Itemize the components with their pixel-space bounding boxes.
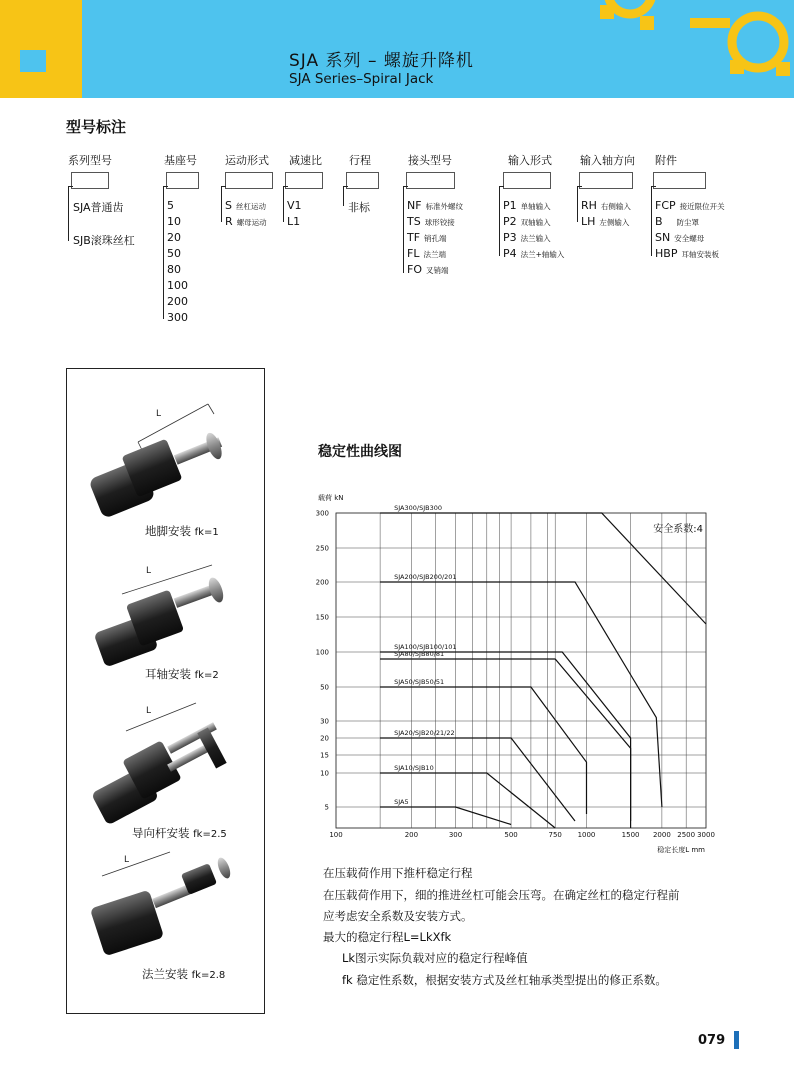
option-motion-r: R 螺母运动 — [225, 215, 267, 228]
option-input-p4: P4 法兰+轴输入 — [503, 247, 565, 260]
series-label: SJA80/SJB80/81 — [394, 650, 445, 658]
curve-sja5 — [380, 807, 511, 825]
x-tick-label: 2500 — [677, 831, 696, 839]
option-acc-hbp: HBP 耳轴安装板 — [655, 247, 719, 260]
col-header-input-dir: 输入轴方向 — [580, 154, 635, 167]
y-tick-label: 20 — [320, 734, 329, 743]
jack-trunnion-mount-image — [94, 565, 227, 667]
option-acc-fcp: FCP 接近限位开关 — [655, 199, 725, 212]
option-acc-sn: SN 安全螺母 — [655, 231, 705, 244]
option-dir-lh: LH 左侧输入 — [581, 215, 630, 228]
x-tick-label: 3000 — [697, 831, 715, 839]
mounting-illustrations — [66, 368, 263, 1012]
option-base: 80 — [167, 263, 181, 276]
option-series-sjb: SJB滚珠丝杠 — [73, 234, 135, 247]
x-tick-label: 750 — [548, 831, 562, 839]
code-box-joint — [406, 172, 455, 189]
series-label: SJA20/SJB20/21/22 — [394, 729, 455, 737]
option-acc-b: B 防尘罩 — [655, 215, 700, 228]
code-box-series — [71, 172, 109, 189]
y-tick-label: 5 — [324, 803, 329, 812]
stability-chart — [300, 480, 730, 860]
option-base: 50 — [167, 247, 181, 260]
y-tick-label: 30 — [320, 717, 329, 726]
curve-sja20-sjb20-21-22 — [380, 738, 575, 821]
series-label: SJA300/SJB300 — [394, 504, 442, 512]
col-header-base: 基座号 — [164, 154, 197, 167]
code-box-accessory — [653, 172, 706, 189]
dim-label: L — [146, 566, 152, 576]
code-box-motion — [225, 172, 273, 189]
col-header-motion: 运动形式 — [225, 154, 269, 167]
x-tick-label: 300 — [448, 831, 463, 839]
option-joint-fo: FO 叉销端 — [407, 263, 449, 276]
safety-factor-note: 安全系数:4 — [653, 524, 703, 535]
option-joint-fl: FL 法兰端 — [407, 247, 446, 260]
caption-foot-mount: 地脚安装 fk=1 — [145, 524, 219, 538]
jack-guide-rod-mount-image — [91, 703, 227, 826]
jack-foot-mount-image — [88, 404, 225, 519]
option-base: 5 — [167, 199, 174, 212]
option-input-p2: P2 双轴输入 — [503, 215, 551, 228]
plot-frame — [336, 513, 706, 828]
notes-line: 最大的稳定行程L=LkXfk — [323, 930, 452, 944]
col-header-input: 输入形式 — [508, 154, 552, 167]
series-label: SJA200/SJB200/201 — [394, 573, 457, 581]
series-label: SJA5 — [394, 798, 409, 806]
notes-line: 在压载荷作用下，细的推进丝杠可能会压弯。在确定丝杠的稳定行程前 — [323, 888, 680, 902]
col-header-stroke: 行程 — [349, 154, 371, 167]
option-base: 200 — [167, 295, 188, 308]
page-subtitle: SJA Series–Spiral Jack — [289, 71, 434, 87]
page-number: 079 — [698, 1033, 726, 1048]
y-tick-label: 250 — [315, 544, 329, 553]
series-label: SJA10/SJB10 — [394, 764, 434, 772]
option-input-p3: P3 法兰输入 — [503, 231, 551, 244]
x-tick-label: 1500 — [621, 831, 640, 839]
y-tick-label: 200 — [315, 578, 329, 587]
col-header-series: 系列型号 — [68, 154, 112, 167]
x-axis-label: 稳定长度L mm — [657, 846, 705, 854]
x-tick-label: 2000 — [652, 831, 671, 839]
option-joint-ts: TS 球形铰接 — [407, 215, 455, 228]
col-header-joint: 接头型号 — [408, 154, 452, 167]
x-tick-label: 1000 — [577, 831, 596, 839]
option-motion-s: S 丝杠运动 — [225, 199, 266, 212]
option-dir-rh: RH 右侧输入 — [581, 199, 631, 212]
y-tick-label: 300 — [315, 509, 329, 518]
code-box-base — [166, 172, 199, 189]
notes-line: fk 稳定性系数，根据安装方式及丝杠轴承类型提出的修正系数。 — [342, 973, 667, 987]
section-title-model-code: 型号标注 — [66, 118, 127, 136]
page-title: SJA 系列 – 螺旋升降机 — [289, 51, 474, 71]
series-label: SJA50/SJB50/51 — [394, 678, 445, 686]
option-ratio-v1: V1 — [287, 199, 302, 212]
option-base: 300 — [167, 311, 188, 324]
page-number-bar — [734, 1031, 739, 1049]
dim-label: L — [156, 409, 162, 419]
caption-trunnion-mount: 耳轴安装 fk=2 — [145, 667, 219, 681]
chart-title: 稳定性曲线图 — [318, 444, 402, 460]
y-tick-label: 15 — [320, 751, 329, 760]
option-base: 100 — [167, 279, 188, 292]
jack-flange-mount-image — [90, 852, 233, 956]
code-box-stroke — [346, 172, 379, 189]
x-tick-label: 100 — [329, 831, 343, 839]
series-label: SJA100/SJB100/101 — [394, 643, 457, 651]
x-tick-label: 500 — [504, 831, 518, 839]
option-joint-tf: TF 销孔端 — [407, 231, 447, 244]
caption-guide-rod-mount: 导向杆安装 fk=2.5 — [132, 826, 227, 840]
notes-line: Lk图示实际负载对应的稳定行程峰值 — [342, 951, 528, 965]
y-tick-label: 150 — [315, 613, 329, 622]
caption-flange-mount: 法兰安装 fk=2.8 — [142, 967, 226, 981]
option-ratio-l1: L1 — [287, 215, 301, 228]
y-tick-label: 10 — [320, 769, 329, 778]
code-box-input — [503, 172, 551, 189]
code-box-input-dir — [579, 172, 633, 189]
option-input-p1: P1 单轴输入 — [503, 199, 551, 212]
y-axis-label: 载荷 kN — [318, 494, 344, 502]
option-joint-nf: NF 标准外螺纹 — [407, 199, 464, 212]
code-box-ratio — [285, 172, 323, 189]
col-header-accessory: 附件 — [655, 154, 677, 167]
dim-label: L — [146, 706, 152, 716]
x-tick-label: 200 — [404, 831, 419, 839]
col-header-ratio: 减速比 — [289, 154, 322, 167]
option-stroke: 非标 — [348, 201, 370, 214]
option-base: 20 — [167, 231, 181, 244]
option-series-sja: SJA普通齿 — [73, 201, 124, 214]
option-base: 10 — [167, 215, 181, 228]
y-tick-label: 100 — [315, 648, 329, 657]
y-tick-label: 50 — [320, 683, 329, 692]
header-banner — [0, 0, 794, 98]
notes-line: 应考虑安全系数及安装方式。 — [323, 909, 473, 923]
dim-label: L — [124, 855, 130, 865]
notes-title: 在压载荷作用下推杆稳定行程 — [323, 866, 473, 880]
